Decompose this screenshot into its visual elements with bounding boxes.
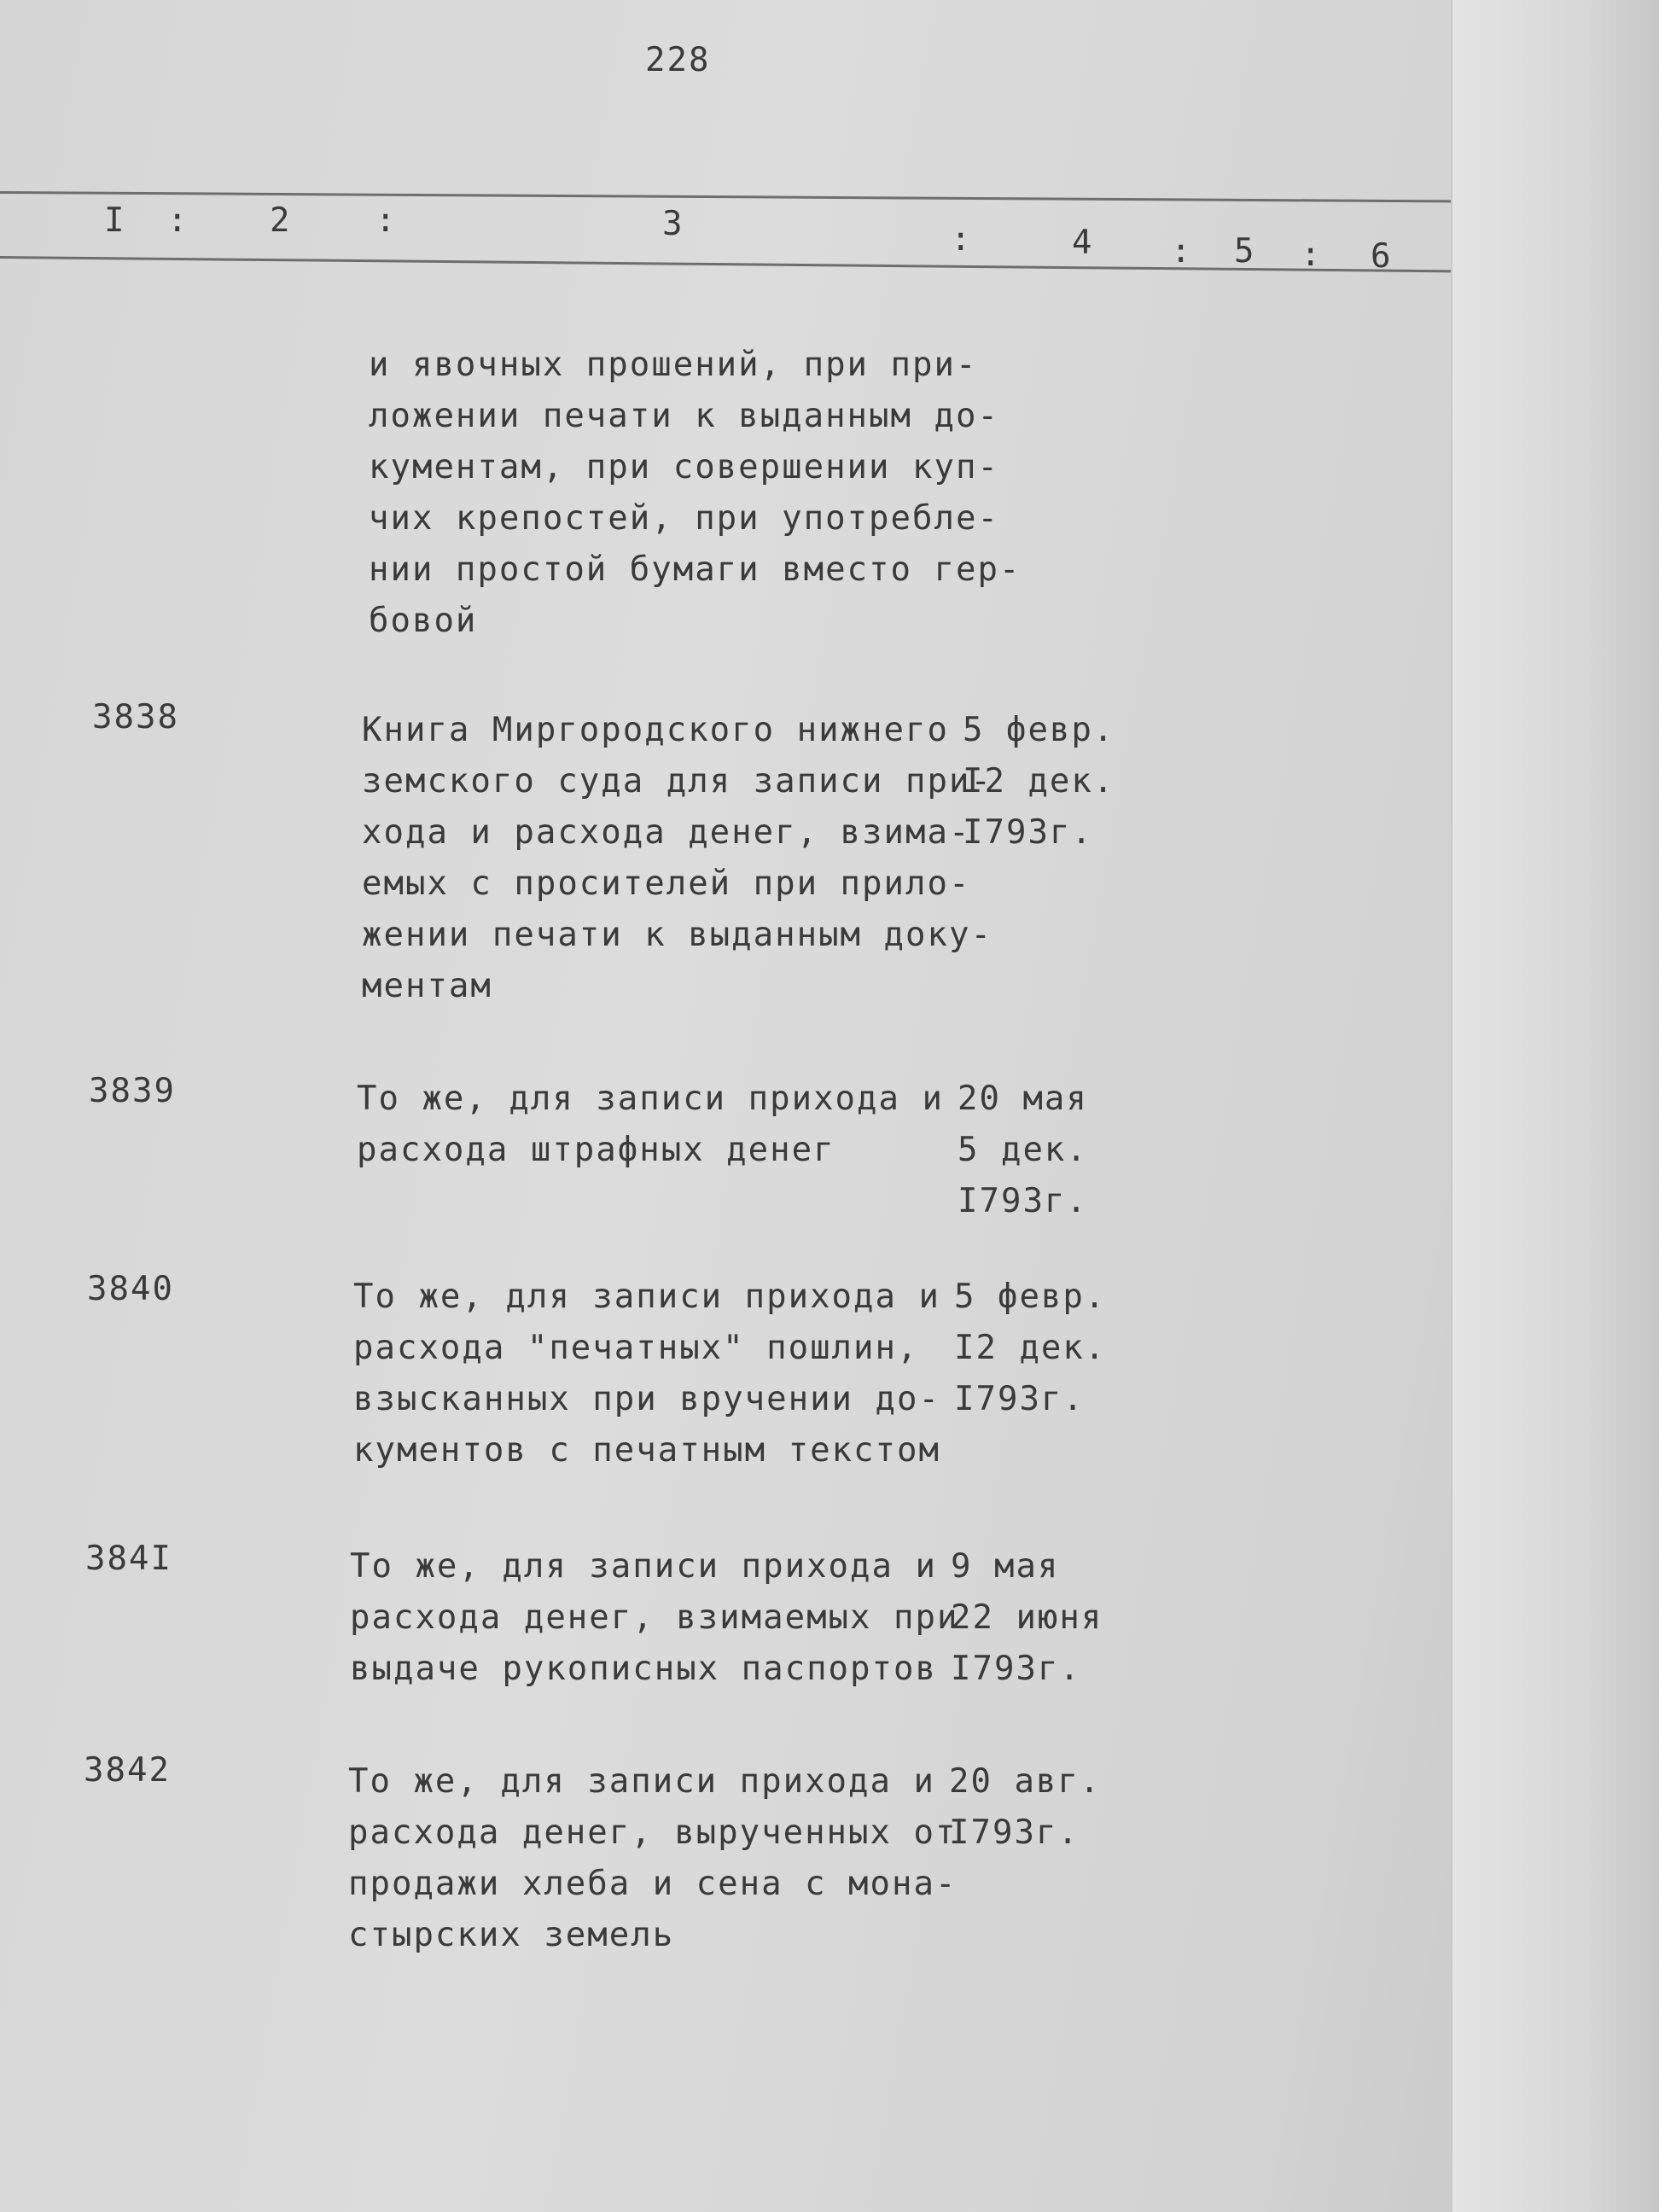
description-line: расхода денег, вырученных от (348, 1813, 958, 1852)
date-line: I793г. (958, 1182, 1088, 1220)
description-line: То же, для записи прихода и (350, 1547, 937, 1586)
description-line: емых с просителей при прило- (362, 864, 971, 903)
column-header-1: I (104, 201, 126, 240)
date-line: I793г. (949, 1813, 1080, 1852)
description-line: расхода денег, взимаемых при (350, 1598, 959, 1637)
description-line: стырских земель (348, 1916, 675, 1954)
entry-date (958, 1074, 1088, 1227)
description-line: ложении печати к выданным до- (369, 397, 999, 435)
description-line: нии простой бумаги вместо гер- (369, 550, 1022, 589)
date-line: 5 февр. (954, 1278, 1107, 1316)
table-header-top-rule (0, 191, 1451, 202)
entry-number: 3840 (87, 1270, 174, 1308)
column-header-5: 5 (1234, 232, 1256, 271)
column-separator: : (375, 201, 398, 240)
description-line: кументов с печатным текстом (353, 1431, 940, 1470)
date-line: I2 дек. (954, 1329, 1107, 1367)
column-separator: : (167, 201, 189, 240)
date-line: 22 июня (951, 1598, 1103, 1637)
entry-date (963, 705, 1115, 859)
description-line: кументам, при совершении куп- (369, 448, 999, 486)
date-line: I793г. (963, 813, 1093, 852)
date-line: I2 дек. (963, 762, 1115, 800)
description-line: хода и расхода денег, взима- (362, 813, 971, 852)
column-header-3: 3 (662, 205, 684, 243)
entry-date (949, 1756, 1101, 1859)
description-line: продажи хлеба и сена с мона- (348, 1865, 958, 1903)
date-line: I793г. (954, 1380, 1085, 1418)
entry-description (350, 1541, 958, 1695)
entry-number: 3839 (89, 1072, 176, 1110)
table-header-bottom-rule (0, 256, 1451, 272)
description-line: То же, для записи прихода и (348, 1762, 935, 1801)
date-line: I793г. (951, 1650, 1081, 1688)
description-line: Книга Миргородского нижнего (362, 711, 949, 749)
entry-description (357, 1074, 944, 1176)
description-line: бовой (369, 602, 478, 640)
entry-description (369, 340, 1021, 647)
column-header-6: 6 (1371, 237, 1393, 276)
column-header-4: 4 (1072, 224, 1094, 262)
entry-number: 384I (85, 1540, 172, 1578)
entry-description (348, 1756, 957, 1961)
entry-description (362, 705, 992, 1012)
entry-date (951, 1541, 1103, 1695)
date-line: 5 дек. (958, 1131, 1088, 1169)
column-header-2: 2 (270, 201, 292, 240)
description-line: То же, для записи прихода и (353, 1278, 940, 1316)
column-separator: : (951, 220, 973, 259)
entry-date (954, 1272, 1106, 1425)
entry-description (353, 1272, 940, 1476)
date-line: 9 мая (951, 1547, 1060, 1586)
description-line: расхода "печатных" пошлин, (353, 1329, 919, 1367)
page-number: 228 (645, 41, 711, 79)
description-line: и явочных прошений, при при- (369, 346, 978, 384)
description-line: взысканных при вручении до- (353, 1380, 940, 1418)
date-line: 20 мая (958, 1080, 1088, 1118)
description-line: земского суда для записи при- (362, 762, 992, 800)
date-line: 20 авг. (949, 1762, 1102, 1801)
paper-edge (1451, 0, 1659, 2212)
description-line: чих крепостей, при употребле- (369, 499, 999, 538)
description-line: То же, для записи прихода и (357, 1080, 944, 1118)
description-line: расхода штрафных денег (357, 1131, 835, 1169)
entry-number: 3838 (92, 698, 179, 736)
column-separator: : (1171, 232, 1193, 271)
description-line: ментам (362, 967, 492, 1005)
entry-number: 3842 (84, 1751, 171, 1790)
description-line: выдаче рукописных паспортов (350, 1650, 937, 1688)
date-line: 5 февр. (963, 711, 1115, 749)
column-separator: : (1301, 236, 1323, 274)
description-line: жении печати к выданным доку- (362, 916, 992, 954)
